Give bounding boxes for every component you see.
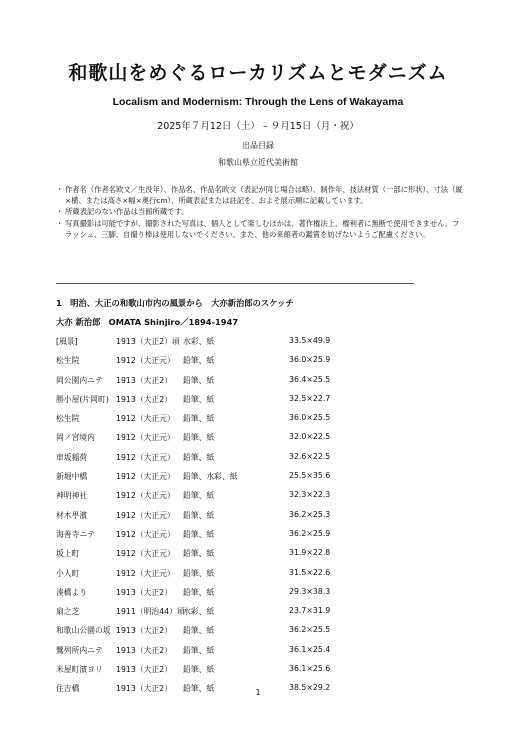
work-date: 1912（大正元）	[116, 433, 175, 443]
work-date: 1912（大正元）	[116, 356, 175, 366]
work-date: 1912（大正元）	[116, 472, 175, 482]
work-title: 住吉橋	[56, 684, 80, 694]
work-medium: 鉛筆、紙	[183, 452, 215, 462]
note-text: 所蔵表記のない作品は当館所蔵です。	[65, 207, 189, 217]
note-item	[56, 206, 466, 217]
work-size: 31.5×22.6	[289, 567, 331, 577]
work-size: 31.9×22.8	[289, 548, 331, 558]
work-size: 36.2×25.3	[289, 509, 331, 519]
work-size: 33.5×49.9	[289, 336, 331, 345]
work-size: 32.3×22.3	[289, 490, 331, 500]
work-medium: 水彩、紙	[183, 337, 215, 346]
exhibition-dates: 2025年７月12日（土） – ９月15日（月・祝）	[157, 121, 359, 132]
section-heading: 1 明治、大正の和歌山市内の風景から 大亦新治郎のスケッチ	[56, 298, 294, 308]
work-date: 1912（大正元）	[116, 568, 175, 578]
work-medium: 鉛筆、紙	[183, 665, 215, 675]
work-date: 1911（明治44）頃	[116, 607, 185, 617]
note-item	[56, 184, 466, 206]
work-title: 車坂稲荷	[56, 452, 88, 462]
work-size: 38.5×29.2	[289, 683, 331, 693]
artist-heading: 大亦 新治郎 OMATA Shinjiro／1894-1947	[56, 317, 239, 327]
work-title: 鷺列所内ニテ	[56, 645, 103, 655]
page-number: 1	[255, 688, 261, 697]
note-bullet: ・	[56, 207, 64, 217]
work-date: 1913（大正2）	[116, 645, 172, 655]
work-medium: 鉛筆、紙	[183, 645, 215, 655]
work-title: 岡公園内ニテ	[56, 375, 103, 385]
work-date: 1913（大正2）頃	[116, 337, 180, 346]
work-size: 36.0×25.9	[289, 355, 331, 365]
museum-name: 和歌山県立近代美術館	[218, 158, 298, 167]
work-date: 1912（大正元）	[116, 414, 175, 424]
work-title: 神明神社	[56, 491, 88, 501]
work-size: 36.4×25.5	[289, 374, 331, 384]
work-title: 新堀中橋	[56, 472, 88, 482]
work-medium: 鉛筆、紙	[183, 529, 215, 539]
work-date: 1912（大正元）	[116, 529, 175, 539]
work-medium: 鉛筆、紙	[183, 375, 215, 385]
work-size: 32.5×22.7	[289, 393, 331, 403]
work-title: 湊橋より	[56, 587, 88, 597]
work-medium: 鉛筆、紙	[183, 414, 215, 424]
notes-block	[56, 184, 466, 240]
work-medium: 鉛筆、紙	[183, 549, 215, 559]
work-title: 米屋町濱ヨリ	[56, 665, 103, 675]
work-title: 岡ノ宮境内	[56, 433, 95, 443]
work-date: 1913（大正2）	[116, 665, 172, 675]
work-title: 海善寺ニテ	[56, 529, 95, 539]
work-medium: 鉛筆、紙	[183, 491, 215, 501]
work-date: 1913（大正2）	[116, 394, 172, 404]
work-size: 23.7×31.9	[289, 606, 331, 616]
work-size: 32.6×22.5	[289, 451, 331, 461]
work-medium: 鉛筆、紙	[183, 356, 215, 366]
work-medium: 鉛筆、紙	[183, 510, 215, 520]
work-medium: 鉛筆、紙	[183, 684, 215, 694]
work-medium: 鉛筆、紙	[183, 433, 215, 443]
work-title: 材木甼濱	[56, 510, 88, 520]
work-size: 25.5×35.6	[289, 471, 331, 481]
work-size: 29.3×38.3	[289, 586, 331, 596]
note-item	[56, 218, 466, 240]
page-title: 和歌山をめぐるローカリズムとモダニズム	[68, 62, 448, 84]
work-medium: 鉛筆、紙	[183, 568, 215, 578]
divider	[56, 283, 414, 284]
work-title: 坂上町	[56, 549, 80, 559]
work-date: 1913（大正2）	[116, 684, 172, 694]
work-size: 32.0×22.5	[289, 432, 331, 442]
note-text: 作者名（作者名欧文／生没年）、作品名、作品名欧文（表記が同じ場合は略）、制作年、技法材質（一部に形状）、寸法（縦×横、または高さ×幅×奥行cm）、所蔵表記または註記を、およそ展示順に記載しています。	[65, 185, 463, 206]
work-title: 松生院	[56, 356, 80, 366]
work-size: 36.0×25.5	[289, 413, 331, 423]
work-medium: 鉛筆、水彩、紙	[183, 472, 238, 482]
work-title: 勝小屋(片岡町)	[56, 394, 109, 404]
work-medium: 鉛筆、紙	[183, 626, 215, 636]
list-label: 出品目録	[242, 141, 274, 150]
work-size: 36.2×25.9	[289, 528, 331, 538]
note-bullet: ・	[56, 185, 64, 194]
work-title: 松生院	[56, 414, 80, 424]
work-date: 1913（大正2）	[116, 626, 172, 636]
work-date: 1912（大正元）	[116, 549, 175, 559]
work-date: 1912（大正元）	[116, 452, 175, 462]
work-size: 36.2×25.5	[289, 625, 331, 635]
work-title: 小人町	[56, 568, 80, 578]
work-medium: 鉛筆、紙	[183, 394, 215, 404]
work-title: 扇之芝	[56, 607, 80, 617]
english-subtitle: Localism and Modernism: Through the Lens of Wakayama	[112, 96, 404, 108]
work-medium: 水彩、紙	[183, 607, 215, 617]
work-title: 和歌山公園の坂	[56, 626, 111, 636]
work-size: 36.1×25.4	[289, 644, 331, 654]
work-date: 1912（大正元）	[116, 510, 175, 520]
note-text: 写真撮影は可能ですが、撮影された写真は、個人として楽しむほかは、著作権法上、権利者に無断で使用できません。フラッシュ、三脚、自撮り棒は使用しないでください。また、他の来館者の鑑賞を妨げないようご配慮ください。	[65, 218, 460, 239]
work-date: 1912（大正元）	[116, 491, 175, 501]
note-bullet: ・	[56, 218, 64, 228]
work-date: 1913（大正2）	[116, 375, 172, 385]
work-medium: 鉛筆、紙	[183, 587, 215, 597]
work-date: 1913（大正2）	[116, 587, 172, 597]
work-size: 36.1×25.6	[289, 664, 331, 674]
work-title: [風景]	[56, 337, 78, 346]
